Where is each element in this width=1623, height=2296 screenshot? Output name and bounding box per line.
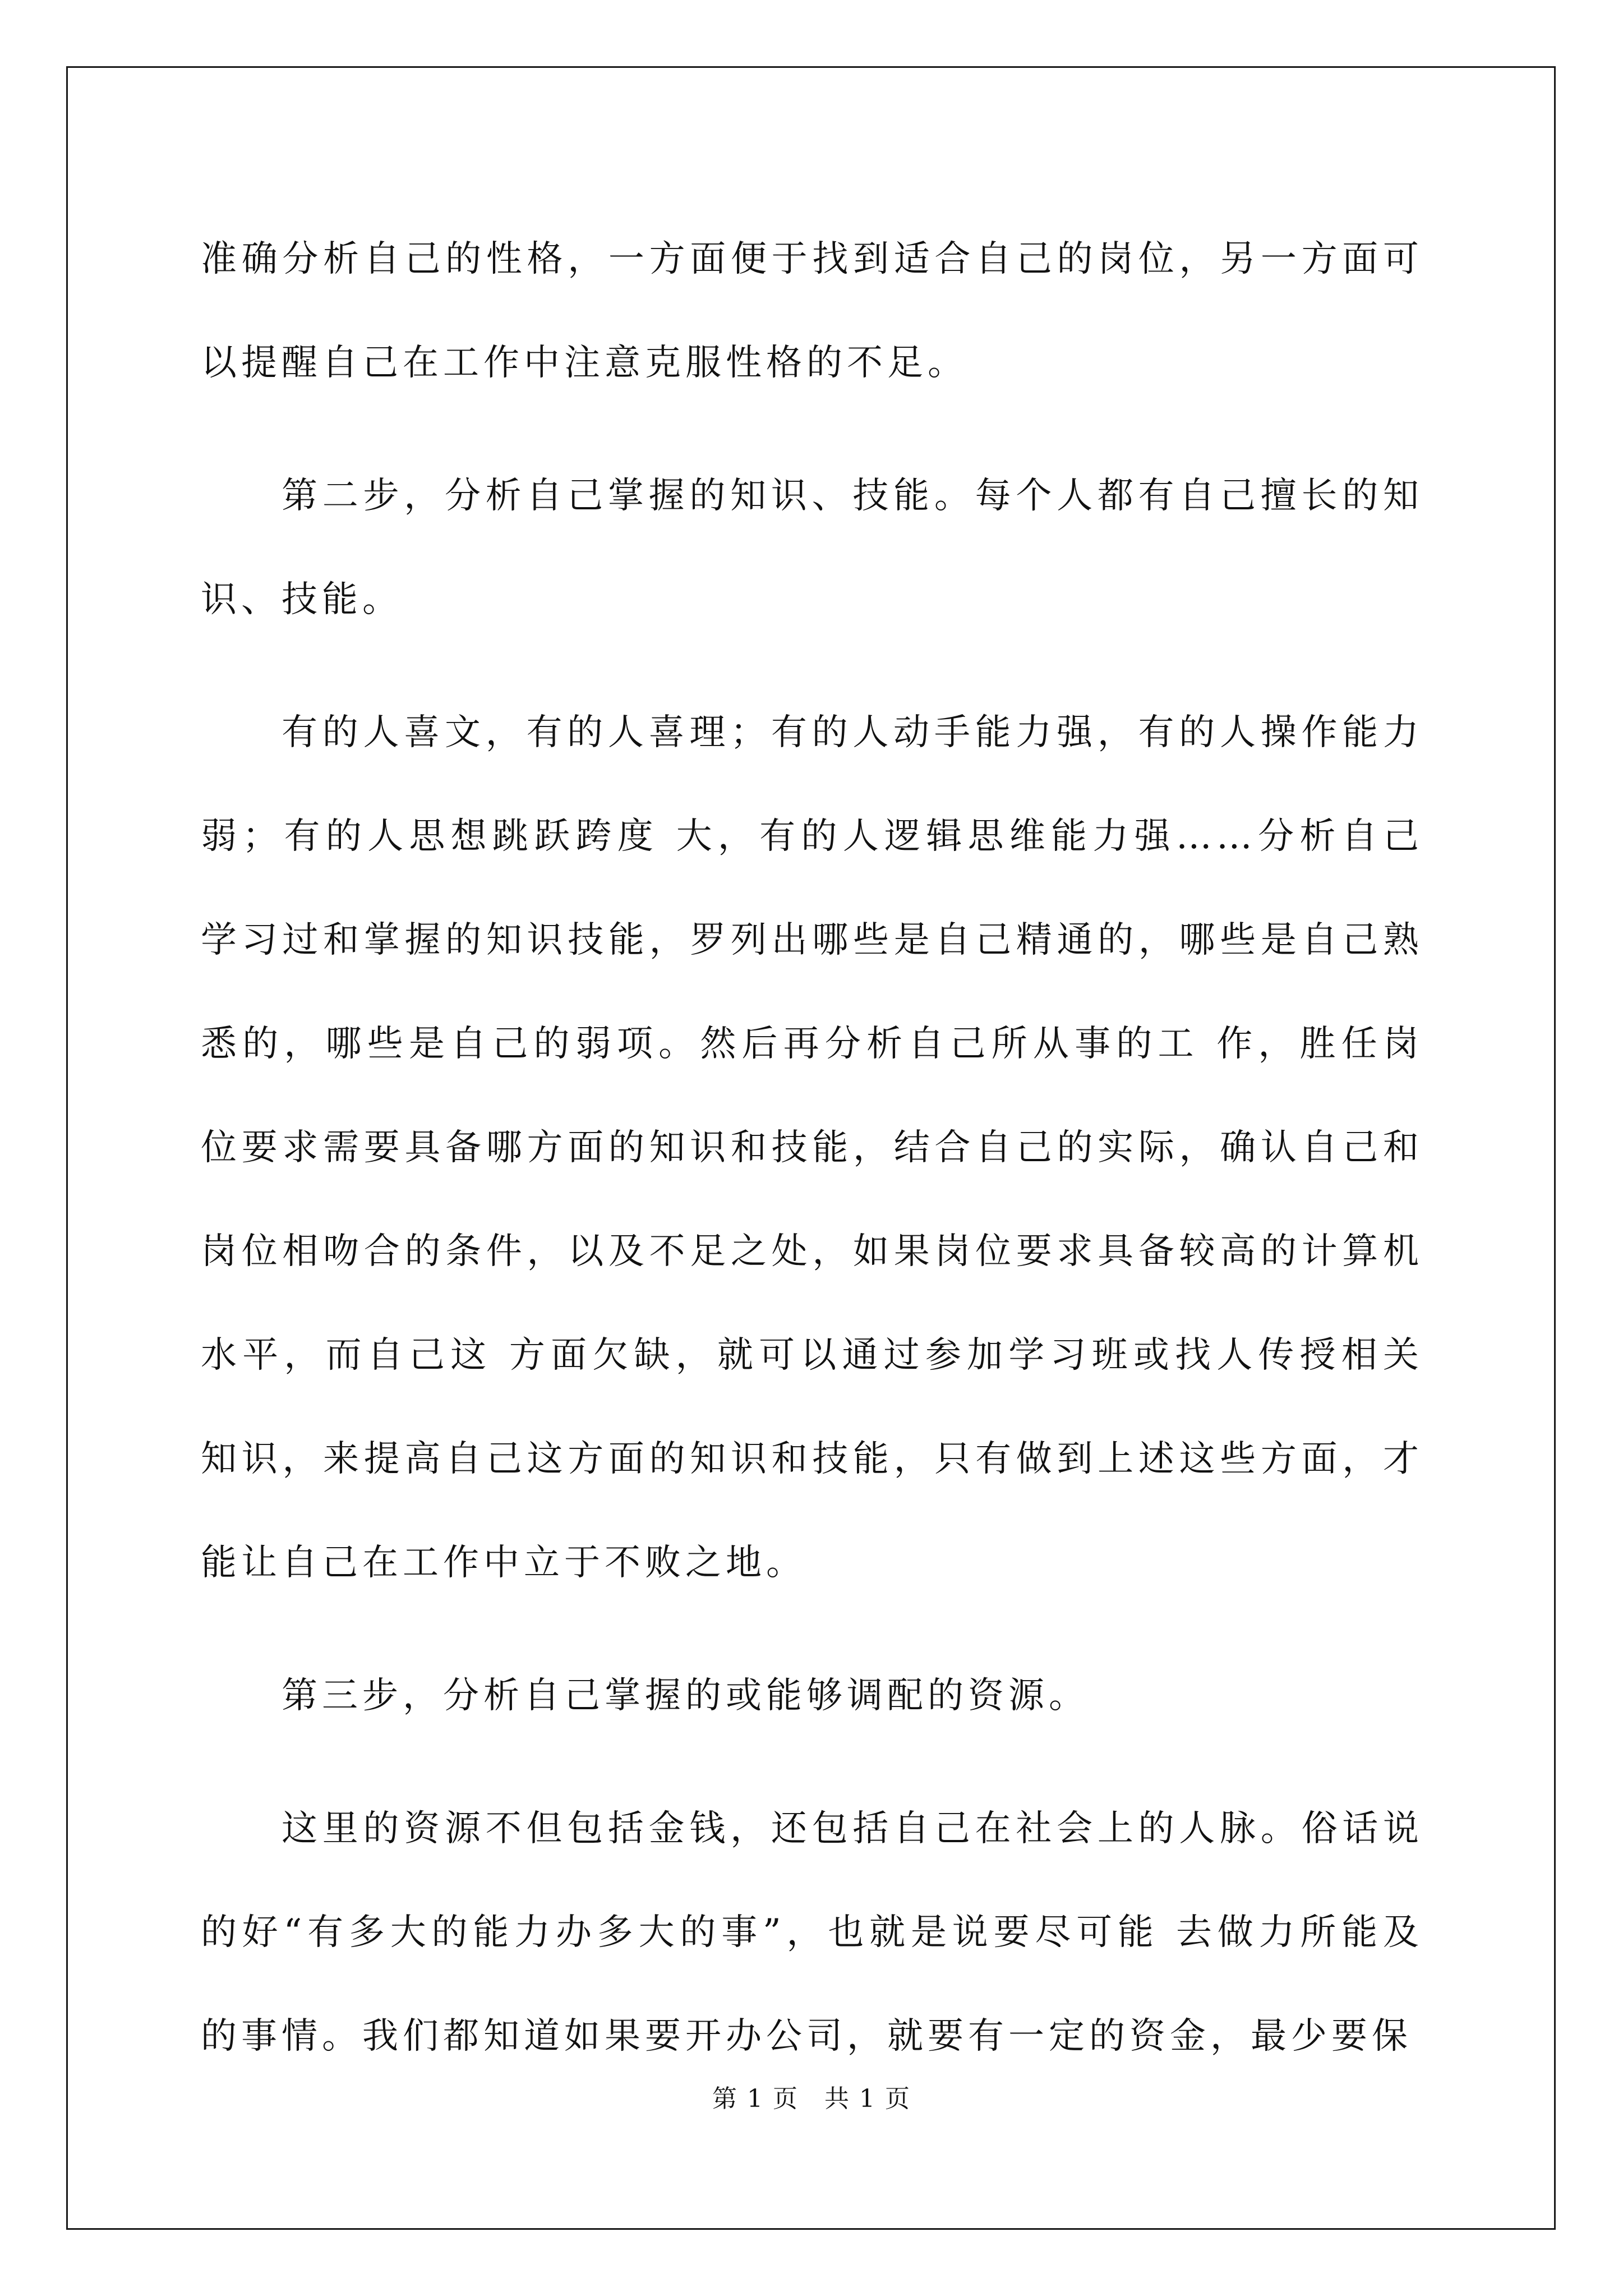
paragraph-5: 这里的资源不但包括金钱，还包括自己在社会上的人脉。俗话说的好“有多大的能力办多大的事”，也就是说要尽可能 去做力所能及的事情。我们都知道如果要开办公司，就要有一定的资金，最少要保 xyxy=(201,1808,1423,2057)
document-body xyxy=(201,208,1423,2118)
paragraph-1: 准确分析自己的性格，一方面便于找到适合自己的岗位，另一方面可以提醒自己在工作中注意克服性格的不足。 xyxy=(201,238,1423,384)
page-number-footer: 第 1 页 共 1 页 xyxy=(712,2085,911,2113)
paragraph-2: 第二步，分析自己掌握的知识、技能。每个人都有自己擅长的知识、技能。 xyxy=(201,475,1423,620)
paragraph-3: 有的人喜文，有的人喜理；有的人动手能力强，有的人操作能力弱；有的人思想跳跃跨度 大，有的人逻辑思维能力强……分析自己学习过和掌握的知识技能，罗列出哪些是自己精通的，哪些是自己熟悉的，哪些是自己的弱项。然后再分析自己所从事的工 作，胜任岗位要求需要具备哪方面的知识和技能，结合自己的实际，确认自己和岗位相吻合的条件，以及不足之处，如果岗位要求具备较高的计算机水平，而自己这 方面欠缺，就可以通过参加学习班或找人传授相关知识，来提高自己这方面的知识和技能，只有做到上述这些方面，才能让自己在工作中立于不败之地。 xyxy=(201,712,1423,1584)
paragraph-4: 第三步，分析自己掌握的或能够调配的资源。 xyxy=(282,1675,1089,1717)
